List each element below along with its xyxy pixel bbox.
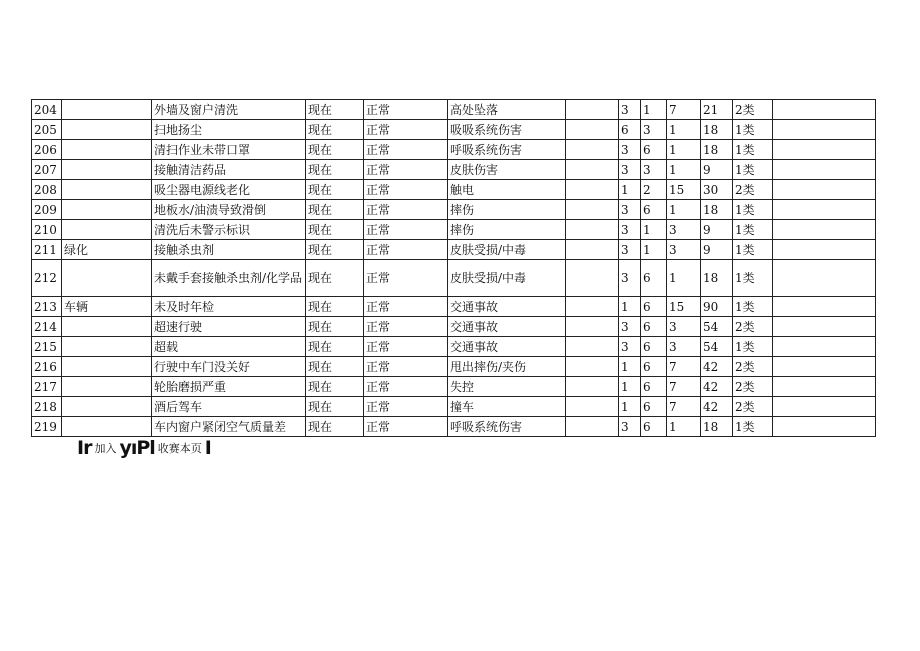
table-cell: 正常 [364,120,448,140]
table-row [32,140,876,160]
table-cell: 正常 [364,417,448,437]
table-cell [566,397,619,417]
table-cell: 正常 [364,200,448,220]
table-cell: 6 [641,297,667,317]
table-cell [62,417,152,437]
table-cell: 18 [701,120,733,140]
table-cell: 1类 [733,200,773,220]
table-cell [566,260,619,297]
table-cell: 正常 [364,180,448,200]
table-cell: 15 [667,297,701,317]
table-cell: 6 [641,397,667,417]
table-cell: 外墙及窗户清洗 [152,100,306,120]
table-cell: 211 [32,240,62,260]
table-cell: 正常 [364,397,448,417]
table-cell: 1 [641,220,667,240]
table-cell: 2类 [733,180,773,200]
table-cell: 现在 [306,397,364,417]
table-cell: 交通事故 [448,317,566,337]
table-cell: 未及时年检 [152,297,306,317]
table-cell: 2类 [733,317,773,337]
table-cell: 3 [619,417,641,437]
table-cell [773,220,876,240]
table-cell: 204 [32,100,62,120]
table-cell: 2 [641,180,667,200]
table-cell: 呼吸系统伤害 [448,417,566,437]
table-cell: 1 [619,377,641,397]
table-cell: 217 [32,377,62,397]
table-cell: 1 [667,260,701,297]
table-cell: 1 [667,417,701,437]
table-cell: 正常 [364,260,448,297]
table-cell: 3 [641,160,667,180]
table-cell: 3 [619,160,641,180]
table-cell: 9 [701,160,733,180]
table-cell: 3 [619,140,641,160]
table-cell: 3 [619,100,641,120]
table-cell: 现在 [306,120,364,140]
table-cell: 1 [619,297,641,317]
table-cell: 现在 [306,220,364,240]
table-cell: 216 [32,357,62,377]
table-cell: 207 [32,160,62,180]
table-cell: 超载 [152,337,306,357]
table-row [32,240,876,260]
table-cell [773,160,876,180]
table-cell: 现在 [306,180,364,200]
table-cell: 现在 [306,160,364,180]
table-cell: 现在 [306,417,364,437]
table-cell [566,377,619,397]
table-cell [773,397,876,417]
table-cell: 现在 [306,240,364,260]
table-cell: 酒后驾车 [152,397,306,417]
table-cell: 1 [667,160,701,180]
table-cell [566,100,619,120]
footer-text-3: yıPl [119,437,155,459]
table-cell: 现在 [306,297,364,317]
table-cell: 9 [701,240,733,260]
table-cell [62,357,152,377]
table-cell: 接触清洁药品 [152,160,306,180]
table-cell: 未戴手套接触杀虫剂/化学品 [152,260,306,297]
table-row [32,120,876,140]
table-cell [566,357,619,377]
table-cell [62,337,152,357]
table-cell [62,200,152,220]
table-cell [773,357,876,377]
table-cell: 7 [667,377,701,397]
table-cell: 吸尘器电源线老化 [152,180,306,200]
table-cell: 3 [667,220,701,240]
table-cell: 正常 [364,297,448,317]
table-cell: 高处坠落 [448,100,566,120]
table-cell: 1类 [733,240,773,260]
table-cell: 现在 [306,140,364,160]
table-cell: 3 [619,260,641,297]
table-cell: 3 [619,337,641,357]
table-cell [773,337,876,357]
table-cell: 1类 [733,140,773,160]
table-cell: 1 [641,240,667,260]
table-cell: 2类 [733,377,773,397]
table-cell: 6 [641,337,667,357]
table-cell: 18 [701,200,733,220]
table-cell: 209 [32,200,62,220]
table-cell: 车内窗户紧闭空气质量差 [152,417,306,437]
table-cell: 正常 [364,317,448,337]
table-cell [566,220,619,240]
table-cell [566,317,619,337]
table-cell: 3 [619,317,641,337]
table-cell [62,220,152,240]
table-cell: 1类 [733,297,773,317]
footer-text-5: I [204,437,211,459]
table-cell: 1 [619,180,641,200]
table-row [32,397,876,417]
table-cell: 6 [619,120,641,140]
table-cell: 正常 [364,100,448,120]
table-cell: 21 [701,100,733,120]
table-cell: 1 [667,120,701,140]
table-row [32,260,876,297]
table-cell: 触电 [448,180,566,200]
table-cell: 212 [32,260,62,297]
table-cell: 交通事故 [448,337,566,357]
table-cell [566,140,619,160]
table-cell: 6 [641,260,667,297]
table-cell: 6 [641,200,667,220]
table-cell: 现在 [306,357,364,377]
table-cell [773,317,876,337]
table-cell: 1类 [733,417,773,437]
table-cell: 1 [641,100,667,120]
table-cell: 清洗后未警示标识 [152,220,306,240]
table-cell: 2类 [733,397,773,417]
table-cell: 214 [32,317,62,337]
table-cell: 交通事故 [448,297,566,317]
table-cell: 地板水/油渍导致滑倒 [152,200,306,220]
table-cell: 皮肤受损/中毒 [448,240,566,260]
table-cell: 清扫作业未带口罩 [152,140,306,160]
table-cell: 18 [701,417,733,437]
table-cell [62,140,152,160]
table-cell [566,200,619,220]
table-row [32,220,876,240]
table-cell: 90 [701,297,733,317]
table-cell: 208 [32,180,62,200]
table-cell [566,337,619,357]
table-cell: 现在 [306,337,364,357]
table-cell: 吸吸系统伤害 [448,120,566,140]
table-cell: 1 [667,200,701,220]
table-cell: 210 [32,220,62,240]
table-cell: 现在 [306,200,364,220]
table-cell: 3 [641,120,667,140]
table-cell: 失控 [448,377,566,397]
table-cell [773,200,876,220]
table-cell: 6 [641,140,667,160]
table-cell: 甩出摔伤/夹伤 [448,357,566,377]
table-cell [566,180,619,200]
table-cell: 218 [32,397,62,417]
table-cell: 206 [32,140,62,160]
table-row [32,100,876,120]
table-cell [62,397,152,417]
table-cell [773,260,876,297]
table-cell: 正常 [364,140,448,160]
footer-text-2: 加入 [94,442,117,455]
table-cell: 54 [701,337,733,357]
table-cell: 1类 [733,220,773,240]
table-row [32,317,876,337]
table-cell: 3 [619,200,641,220]
table-cell [773,100,876,120]
table-row [32,160,876,180]
table-cell: 7 [667,397,701,417]
table-cell [62,120,152,140]
table-cell: 正常 [364,240,448,260]
table-cell [566,417,619,437]
table-cell [62,100,152,120]
table-cell: 车辆 [62,297,152,317]
table-cell: 1 [667,140,701,160]
table-cell: 摔伤 [448,220,566,240]
table-cell: 1类 [733,120,773,140]
table-cell [566,240,619,260]
table-cell: 30 [701,180,733,200]
table-cell [62,317,152,337]
table-cell: 正常 [364,220,448,240]
table-cell [773,297,876,317]
table-row [32,297,876,317]
table-cell [773,180,876,200]
table-cell [62,180,152,200]
table-cell [566,120,619,140]
table-cell [773,140,876,160]
table-cell: 42 [701,397,733,417]
table-row [32,337,876,357]
table-cell: 6 [641,417,667,437]
table-cell [62,160,152,180]
table-cell [62,260,152,297]
table-cell [773,417,876,437]
table-cell: 213 [32,297,62,317]
table-cell: 3 [667,317,701,337]
table-cell: 现在 [306,260,364,297]
table-cell: 7 [667,100,701,120]
table-cell: 呼吸系统伤害 [448,140,566,160]
table-cell: 219 [32,417,62,437]
table-cell: 正常 [364,337,448,357]
table-cell: 9 [701,220,733,240]
table-body [32,100,876,437]
table-cell: 1 [619,357,641,377]
table-cell [773,120,876,140]
table-cell: 6 [641,357,667,377]
table-cell: 1 [619,397,641,417]
footer-watermark [77,437,211,459]
table-cell: 现在 [306,377,364,397]
table-cell: 行驶中车门没关好 [152,357,306,377]
table-cell: 正常 [364,377,448,397]
table-cell: 6 [641,377,667,397]
table-cell: 2类 [733,357,773,377]
table-row [32,417,876,437]
table-cell: 15 [667,180,701,200]
table-cell: 18 [701,260,733,297]
table-cell: 轮胎磨损严重 [152,377,306,397]
table-cell: 接触杀虫剂 [152,240,306,260]
table-cell: 绿化 [62,240,152,260]
table-cell: 42 [701,357,733,377]
table-cell: 42 [701,377,733,397]
table-cell: 3 [619,220,641,240]
table-row [32,200,876,220]
table-cell: 7 [667,357,701,377]
table-cell: 现在 [306,100,364,120]
table-cell: 3 [619,240,641,260]
table-cell [773,377,876,397]
table-cell: 1类 [733,260,773,297]
table-row [32,357,876,377]
table-cell [62,377,152,397]
footer-text-4: 收赛本页 [157,442,202,455]
table-cell [773,240,876,260]
table-cell: 撞车 [448,397,566,417]
table-row [32,180,876,200]
table-cell: 215 [32,337,62,357]
table-cell [566,160,619,180]
table-row [32,377,876,397]
risk-assessment-table [31,99,876,437]
table-cell: 正常 [364,160,448,180]
table-cell: 2类 [733,100,773,120]
table-cell: 皮肤受损/中毒 [448,260,566,297]
table-cell: 1类 [733,160,773,180]
table-cell: 54 [701,317,733,337]
table-cell: 皮肤伤害 [448,160,566,180]
table-cell: 3 [667,337,701,357]
table-cell: 6 [641,317,667,337]
table-cell: 1类 [733,337,773,357]
table-cell: 扫地扬尘 [152,120,306,140]
table-cell: 205 [32,120,62,140]
table-cell: 18 [701,140,733,160]
table-cell: 现在 [306,317,364,337]
footer-text-1: Ir [77,437,92,459]
table-cell: 摔伤 [448,200,566,220]
table-cell: 正常 [364,357,448,377]
table-cell: 超速行驶 [152,317,306,337]
table-cell [566,297,619,317]
table-cell: 3 [667,240,701,260]
